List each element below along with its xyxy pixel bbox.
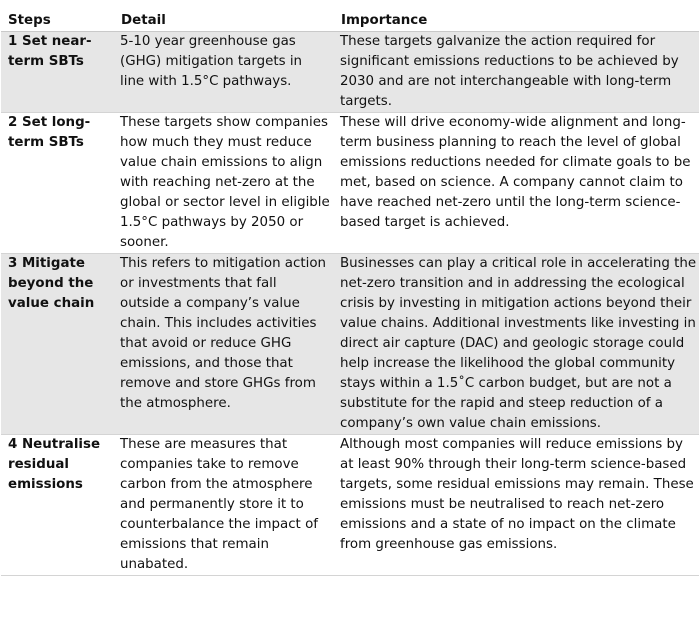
header-steps: Steps: [1, 0, 114, 32]
importance-cell: These will drive economy-wide alignment and long-term business planning to reach the level of global emissions reductions needed for climate goals to be met, based on science. A company cannot claim to have reached net-zero until the long-term science-based target is achieved.: [334, 113, 699, 254]
table-row: [1, 32, 699, 113]
header-detail: Detail: [114, 0, 334, 32]
step-cell: 2 Set long-term SBTs: [1, 113, 114, 254]
step-cell: 4 Neutralise residual emissions: [1, 435, 114, 576]
step-cell: 3 Mitigate beyond the value chain: [1, 254, 114, 435]
table-row: [1, 113, 699, 254]
table-row: [1, 435, 699, 576]
importance-cell: Businesses can play a critical role in accelerating the net-zero transition and in addressing the ecological crisis by investing in mitigation actions beyond their value chains. Additional investments like investing in direct air capture (DAC) and geologic storage could help increase the likelihood the global community stays within a 1.5˚C carbon budget, but are not a substitute for the rapid and steep reduction of a company’s own value chain emissions.: [334, 254, 699, 435]
header-row: [1, 0, 699, 32]
table-row: [1, 254, 699, 435]
detail-cell: These targets show companies how much they must reduce value chain emissions to align with reaching net-zero at the global or sector level in eligible 1.5°C pathways by 2050 or sooner.: [114, 113, 334, 254]
net-zero-steps-table: [1, 0, 699, 576]
header-importance: Importance: [334, 0, 699, 32]
importance-cell: Although most companies will reduce emissions by at least 90% through their long-term science-based targets, some residual emissions may remain. These emissions must be neutralised to reach net-zero emissions and a state of no impact on the climate from greenhouse gas emissions.: [334, 435, 699, 576]
detail-cell: These are measures that companies take to remove carbon from the atmosphere and permanently store it to counterbalance the impact of emissions that remain unabated.: [114, 435, 334, 576]
detail-cell: This refers to mitigation action or investments that fall outside a company’s value chain. This includes activities that avoid or reduce GHG emissions, and those that remove and store GHGs from the atmosphere.: [114, 254, 334, 435]
step-cell: 1 Set near-term SBTs: [1, 32, 114, 113]
detail-cell: 5-10 year greenhouse gas (GHG) mitigation targets in line with 1.5°C pathways.: [114, 32, 334, 113]
importance-cell: These targets galvanize the action required for significant emissions reductions to be achieved by 2030 and are not interchangeable with long-term targets.: [334, 32, 699, 113]
